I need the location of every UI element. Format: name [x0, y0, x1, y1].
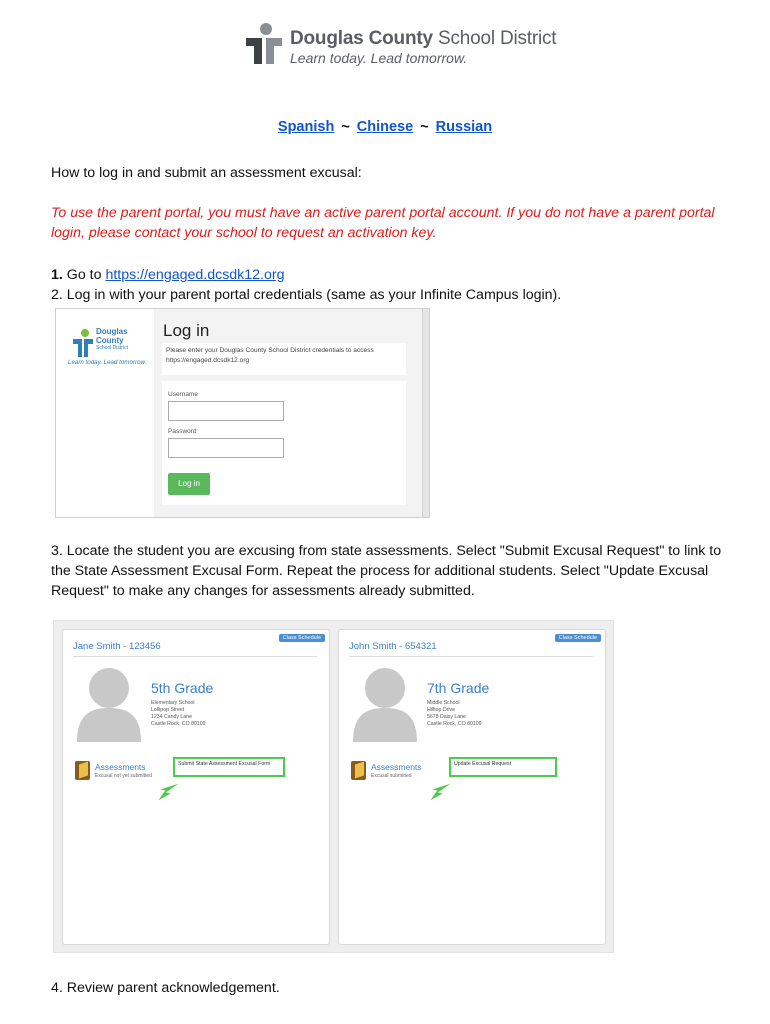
page-heading: How to log in and submit an assessment excusal: [51, 165, 362, 181]
step-3: 3. Locate the student you are excusing from state assessments. Select "Submit Excusal Request" to link to the State Assessment Excusal Form. Repeat the process for additional students. Select "Update Excusal Request" to make any changes for assessments already submitted. [51, 543, 722, 599]
portal-notice: To use the parent portal, you must have an active parent portal account. If you do not have a parent portal login, please contact your school to request an activation key. [51, 205, 715, 241]
login-screenshot [55, 308, 430, 518]
district-tagline: Learn today. Lead tomorrow. [290, 50, 468, 66]
student-name: John Smith - 654321 [349, 641, 437, 652]
assessment-book-icon [351, 761, 366, 780]
assessment-status: Excusal not yet submitted [95, 773, 152, 779]
student-card [338, 629, 606, 945]
login-title: Log in [163, 321, 210, 340]
link-chinese[interactable]: Chinese [356, 119, 414, 135]
district-logo [244, 22, 557, 72]
separator: ~ [420, 119, 429, 135]
divider [73, 656, 317, 657]
school-address: Middle School Hilltop Drive 5678 Daisy Lane Castle Rock, CO 80109 [427, 700, 482, 727]
class-schedule-button[interactable]: Class Schedule [555, 634, 601, 642]
login-sidebar [56, 309, 154, 517]
student-name: Jane Smith - 123456 [73, 641, 161, 652]
students-screenshot [53, 620, 614, 953]
step-1 [51, 265, 723, 285]
login-logo-name: Douglas County [96, 327, 128, 345]
update-excusal-button[interactable]: Update Excusal Request [449, 757, 557, 777]
language-links [0, 119, 770, 135]
assessments-link[interactable]: Assessments [371, 762, 422, 772]
class-schedule-button[interactable]: Class Schedule [279, 634, 325, 642]
login-form [162, 381, 406, 505]
password-input[interactable] [168, 438, 284, 458]
assessment-status: Excusal submitted [371, 773, 412, 779]
login-logo-subname: School District [96, 345, 128, 351]
password-label: Password [168, 428, 197, 435]
login-logo-icon [72, 329, 94, 359]
step-4: 4. Review parent acknowledgement. [51, 980, 280, 996]
arrow-icon [157, 780, 181, 804]
avatar-icon [351, 664, 419, 742]
step-1-text: Go to [66, 267, 102, 283]
submit-excusal-button[interactable]: Submit State Assessment Excusal Form [173, 757, 285, 777]
student-grade: 7th Grade [427, 680, 490, 696]
login-logo-tagline: Learn today. Lead tomorrow. [68, 359, 147, 366]
assessments-link[interactable]: Assessments [95, 762, 146, 772]
engaged-portal-link[interactable]: https://engaged.dcsdk12.org [105, 267, 285, 283]
assessment-book-icon [75, 761, 90, 780]
login-button[interactable]: Log in [168, 473, 210, 495]
link-russian[interactable]: Russian [435, 119, 493, 135]
link-spanish[interactable]: Spanish [277, 119, 335, 135]
login-logo [66, 327, 146, 381]
username-input[interactable] [168, 401, 284, 421]
district-name: Douglas County School District [290, 28, 557, 49]
login-instructions: Please enter your Douglas County School District credentials to access https://engaged.dcsdk12.org [162, 343, 406, 375]
student-card [62, 629, 330, 945]
step-2: 2. Log in with your parent portal credentials (same as your Infinite Campus login). [51, 287, 562, 303]
divider [349, 656, 593, 657]
avatar-icon [75, 664, 143, 742]
username-label: Username [168, 391, 198, 398]
district-logo-icon [244, 22, 284, 66]
school-address: Elementary School Lollipop Street 1234 Candy Lane Castle Rock, CO 80109 [151, 700, 206, 727]
student-grade: 5th Grade [151, 680, 214, 696]
arrow-icon [429, 780, 453, 804]
separator: ~ [341, 119, 350, 135]
scrollbar[interactable] [422, 309, 430, 517]
step-1-number: 1. [51, 267, 63, 283]
